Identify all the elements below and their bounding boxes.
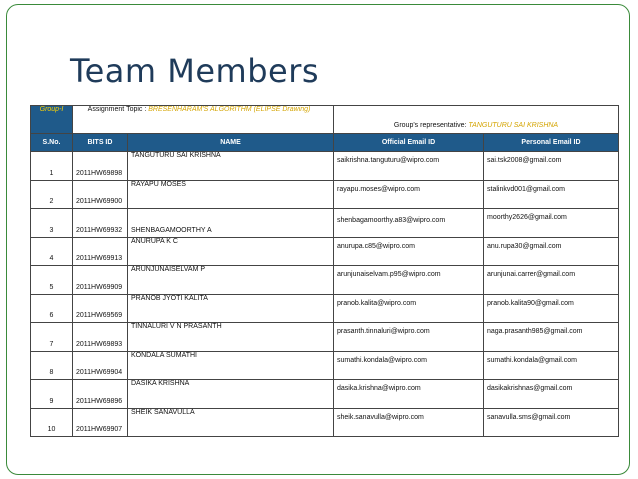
row-personal-email: stalinkvd001@gmail.com [484, 180, 619, 209]
row-official-email: pranob.kalita@wipro.com [334, 294, 484, 323]
row-personal-email: sanavulla.sms@gmail.com [484, 408, 619, 437]
table-row [31, 294, 619, 323]
row-name: ARUNJUNAISELVAM P [128, 266, 334, 295]
table-row [31, 408, 619, 437]
row-sno: 4 [31, 237, 73, 266]
row-personal-email: naga.prasanth985@gmail.com [484, 323, 619, 352]
row-name: PRANOB JYOTI KALITA [128, 294, 334, 323]
table-row [31, 180, 619, 209]
row-sno: 3 [31, 209, 73, 238]
row-bits-id: 2011HW69893 [73, 323, 128, 352]
rep-label: Group's representative: [393, 122, 467, 129]
row-name: KONDALA SUMATHI [128, 351, 334, 380]
row-sno: 10 [31, 408, 73, 437]
row-official-email: sheik.sanavulla@wipro.com [334, 408, 484, 437]
row-official-email: arunjunaiselvam.p95@wipro.com [334, 266, 484, 295]
row-sno: 6 [31, 294, 73, 323]
table-header-row [31, 134, 619, 152]
column-header: Personal Email ID [484, 134, 619, 152]
assignment-topic [73, 106, 334, 134]
column-header: Official Email ID [334, 134, 484, 152]
row-bits-id: 2011HW69904 [73, 351, 128, 380]
row-official-email: rayapu.moses@wipro.com [334, 180, 484, 209]
row-bits-id: 2011HW69898 [73, 152, 128, 181]
team-members-table [30, 105, 619, 437]
row-name: TINNALURI V N PRASANTH [128, 323, 334, 352]
row-personal-email: dasikakrishnas@gmail.com [484, 380, 619, 409]
row-bits-id: 2011HW69909 [73, 266, 128, 295]
column-header: S.No. [31, 134, 73, 152]
row-personal-email: anu.rupa30@gmail.com [484, 237, 619, 266]
row-name: ANURUPA K C [128, 237, 334, 266]
row-name: SHEIK SANAVULLA [128, 408, 334, 437]
row-sno: 8 [31, 351, 73, 380]
table-row [31, 323, 619, 352]
row-official-email: saikrishna.tanguturu@wipro.com [334, 152, 484, 181]
row-sno: 2 [31, 180, 73, 209]
table-row [31, 266, 619, 295]
row-name: TANGUTURU SAI KRISHNA [128, 152, 334, 181]
row-personal-email: sai.tsk2008@gmail.com [484, 152, 619, 181]
group-representative [334, 106, 619, 134]
row-sno: 9 [31, 380, 73, 409]
row-official-email: prasanth.tinnaluri@wipro.com [334, 323, 484, 352]
row-sno: 5 [31, 266, 73, 295]
row-personal-email: pranob.kalita90@gmail.com [484, 294, 619, 323]
table-row [31, 237, 619, 266]
table-row [31, 152, 619, 181]
topic-value: BRESENHARAM'S ALGORITHM (ELIPSE Drawing) [148, 106, 311, 113]
row-official-email: sumathi.kondala@wipro.com [334, 351, 484, 380]
row-bits-id: 2011HW69896 [73, 380, 128, 409]
table-row [31, 351, 619, 380]
row-bits-id: 2011HW69932 [73, 209, 128, 238]
page-title: Team Members [70, 52, 320, 90]
column-header: NAME [128, 134, 334, 152]
row-personal-email: moorthy2626@gmail.com [484, 209, 619, 238]
row-bits-id: 2011HW69913 [73, 237, 128, 266]
table-row [31, 380, 619, 409]
row-sno: 7 [31, 323, 73, 352]
row-name: SHENBAGAMOORTHY A [128, 209, 334, 238]
row-official-email: dasika.krishna@wipro.com [334, 380, 484, 409]
row-personal-email: sumathi.kondala@gmail.com [484, 351, 619, 380]
row-official-email: shenbagamoorthy.a83@wipro.com [334, 209, 484, 238]
group-info-row [31, 106, 619, 134]
row-name: RAYAPU MOSES [128, 180, 334, 209]
group-label: Group-I [31, 106, 73, 134]
row-bits-id: 2011HW69569 [73, 294, 128, 323]
row-bits-id: 2011HW69900 [73, 180, 128, 209]
table-row [31, 209, 619, 238]
rep-value: TANGUTURU SAI KRISHNA [468, 122, 559, 129]
row-official-email: anurupa.c85@wipro.com [334, 237, 484, 266]
row-personal-email: arunjunai.carrer@gmail.com [484, 266, 619, 295]
row-sno: 1 [31, 152, 73, 181]
topic-label: Assignment Topic : [87, 106, 147, 113]
row-bits-id: 2011HW69907 [73, 408, 128, 437]
column-header: BITS ID [73, 134, 128, 152]
row-name: DASIKA KRISHNA [128, 380, 334, 409]
